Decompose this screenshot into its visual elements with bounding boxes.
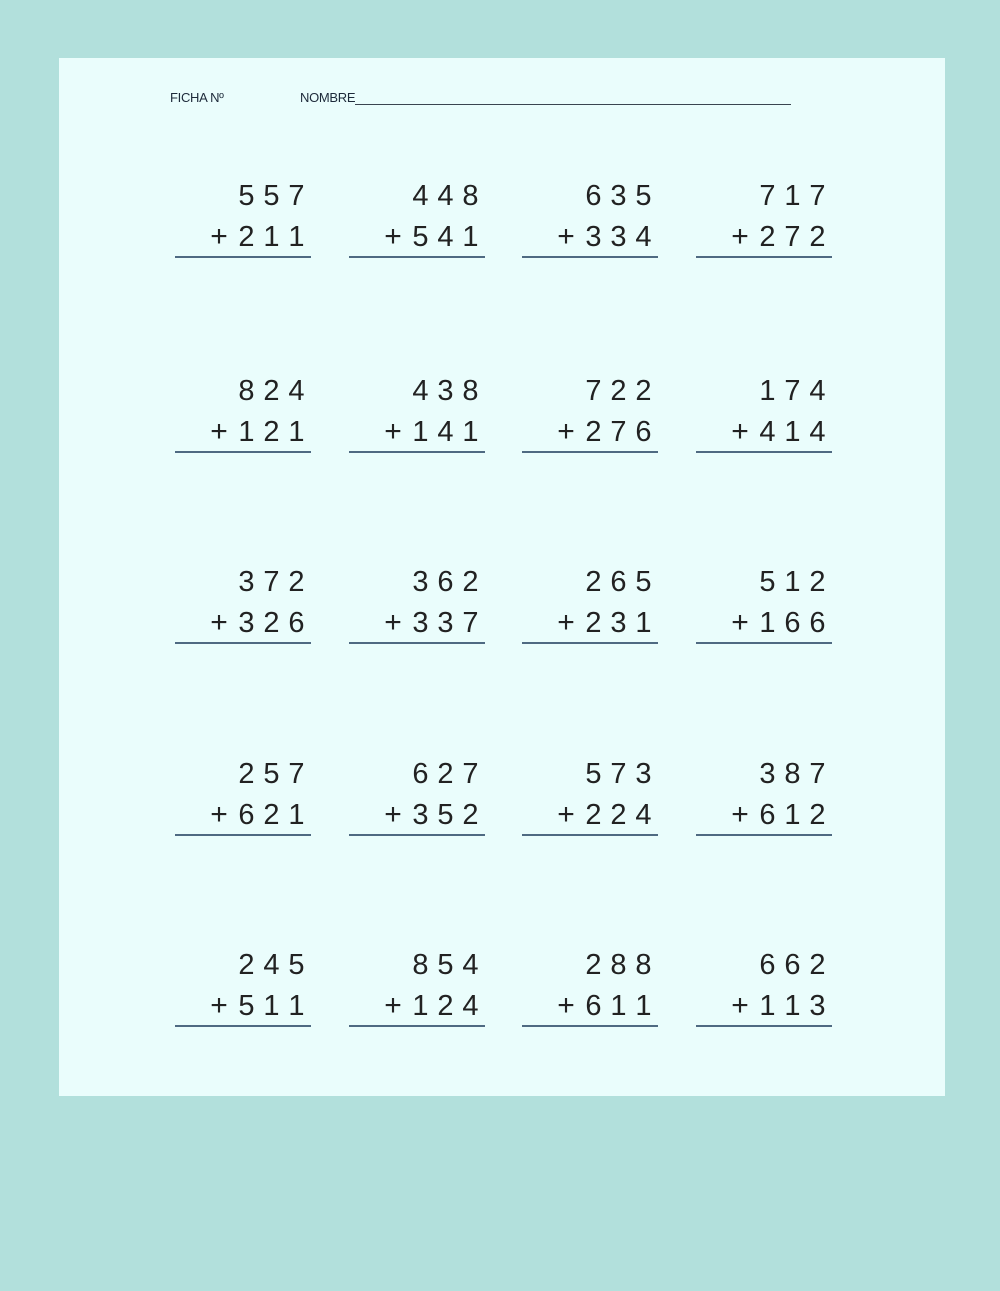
- worksheet-page: [59, 58, 945, 1096]
- sum-rule: [522, 256, 658, 258]
- digit: 4: [437, 415, 454, 448]
- addition-problem: [696, 758, 832, 838]
- digit: 7: [809, 758, 826, 790]
- plus-sign: +: [557, 220, 575, 253]
- digit: 5: [238, 180, 255, 212]
- addend-bottom: [378, 415, 483, 449]
- digit: 3: [412, 798, 429, 831]
- digit: 3: [412, 566, 429, 598]
- addend-bottom: [551, 989, 656, 1023]
- sum-rule: [175, 834, 311, 836]
- sum-rule: [696, 642, 832, 644]
- addend-top: [408, 949, 483, 982]
- digit: 5: [238, 989, 255, 1022]
- digit: 4: [809, 415, 826, 448]
- digit: 6: [759, 798, 776, 831]
- digit: 7: [809, 180, 826, 212]
- digit: 2: [263, 798, 280, 831]
- digit: 3: [437, 606, 454, 639]
- digit: 2: [238, 220, 255, 253]
- addition-problem: [175, 375, 311, 455]
- digit: 5: [263, 758, 280, 790]
- digit: 7: [784, 220, 801, 253]
- addend-top: [234, 949, 309, 982]
- digit: 3: [437, 375, 454, 407]
- addend-bottom: [551, 798, 656, 832]
- digit: 4: [462, 989, 479, 1022]
- digit: 3: [610, 220, 627, 253]
- addend-top: [408, 758, 483, 791]
- problems-grid: [59, 58, 945, 1096]
- digit: 1: [288, 989, 305, 1022]
- addend-bottom: [551, 606, 656, 640]
- digit: 4: [263, 949, 280, 981]
- digit: 1: [759, 606, 776, 639]
- digit: 1: [784, 566, 801, 598]
- digit: 8: [238, 375, 255, 407]
- addend-top: [581, 180, 656, 213]
- plus-sign: +: [731, 798, 749, 831]
- addition-problem: [349, 375, 485, 455]
- digit: 8: [610, 949, 627, 981]
- digit: 4: [412, 180, 429, 212]
- digit: 5: [759, 566, 776, 598]
- digit: 8: [784, 758, 801, 790]
- digit: 3: [238, 606, 255, 639]
- plus-sign: +: [384, 220, 402, 253]
- digit: 6: [759, 949, 776, 981]
- digit: 5: [437, 798, 454, 831]
- digit: 2: [585, 566, 602, 598]
- digit: 3: [585, 220, 602, 253]
- digit: 2: [462, 798, 479, 831]
- addend-top: [234, 566, 309, 599]
- addition-problem: [696, 566, 832, 646]
- addend-bottom: [551, 415, 656, 449]
- sum-rule: [522, 451, 658, 453]
- plus-sign: +: [210, 220, 228, 253]
- digit: 5: [412, 220, 429, 253]
- addition-problem: [522, 566, 658, 646]
- digit: 1: [462, 415, 479, 448]
- digit: 6: [784, 949, 801, 981]
- digit: 4: [809, 375, 826, 407]
- digit: 3: [610, 606, 627, 639]
- digit: 2: [585, 949, 602, 981]
- addend-top: [408, 566, 483, 599]
- digit: 6: [288, 606, 305, 639]
- addition-problem: [349, 758, 485, 838]
- digit: 2: [263, 375, 280, 407]
- addition-problem: [175, 949, 311, 1029]
- plus-sign: +: [384, 798, 402, 831]
- plus-sign: +: [731, 989, 749, 1022]
- addend-top: [234, 375, 309, 408]
- digit: 8: [462, 375, 479, 407]
- sum-rule: [696, 256, 832, 258]
- digit: 7: [288, 758, 305, 790]
- addition-problem: [175, 566, 311, 646]
- digit: 1: [610, 989, 627, 1022]
- plus-sign: +: [731, 415, 749, 448]
- digit: 7: [585, 375, 602, 407]
- digit: 5: [288, 949, 305, 981]
- digit: 6: [412, 758, 429, 790]
- sum-rule: [175, 642, 311, 644]
- plus-sign: +: [731, 220, 749, 253]
- sum-rule: [522, 642, 658, 644]
- digit: 1: [238, 415, 255, 448]
- digit: 2: [610, 798, 627, 831]
- digit: 3: [412, 606, 429, 639]
- digit: 1: [784, 180, 801, 212]
- addend-top: [755, 758, 830, 791]
- digit: 1: [784, 989, 801, 1022]
- sum-rule: [349, 451, 485, 453]
- digit: 3: [238, 566, 255, 598]
- addition-problem: [522, 949, 658, 1029]
- digit: 4: [462, 949, 479, 981]
- plus-sign: +: [557, 606, 575, 639]
- digit: 3: [610, 180, 627, 212]
- digit: 4: [437, 220, 454, 253]
- plus-sign: +: [384, 606, 402, 639]
- sum-rule: [522, 834, 658, 836]
- digit: 3: [635, 758, 652, 790]
- addend-bottom: [204, 220, 309, 254]
- digit: 4: [412, 375, 429, 407]
- digit: 5: [437, 949, 454, 981]
- addend-bottom: [204, 798, 309, 832]
- addition-problem: [522, 758, 658, 838]
- sum-rule: [522, 1025, 658, 1027]
- addition-problem: [696, 180, 832, 260]
- digit: 7: [288, 180, 305, 212]
- digit: 5: [263, 180, 280, 212]
- digit: 8: [412, 949, 429, 981]
- addend-top: [755, 375, 830, 408]
- digit: 6: [784, 606, 801, 639]
- digit: 8: [635, 949, 652, 981]
- addend-bottom: [204, 989, 309, 1023]
- addend-top: [755, 949, 830, 982]
- plus-sign: +: [557, 989, 575, 1022]
- digit: 6: [437, 566, 454, 598]
- digit: 6: [809, 606, 826, 639]
- digit: 1: [635, 989, 652, 1022]
- plus-sign: +: [384, 415, 402, 448]
- nombre-label: NOMBRE: [300, 90, 356, 105]
- digit: 7: [263, 566, 280, 598]
- digit: 1: [412, 415, 429, 448]
- addend-bottom: [378, 220, 483, 254]
- digit: 5: [585, 758, 602, 790]
- digit: 4: [635, 798, 652, 831]
- addition-problem: [175, 758, 311, 838]
- sum-rule: [696, 834, 832, 836]
- digit: 6: [635, 415, 652, 448]
- digit: 7: [759, 180, 776, 212]
- addend-bottom: [378, 989, 483, 1023]
- addition-problem: [522, 375, 658, 455]
- digit: 1: [288, 798, 305, 831]
- addition-problem: [522, 180, 658, 260]
- sum-rule: [175, 451, 311, 453]
- digit: 1: [412, 989, 429, 1022]
- digit: 2: [585, 606, 602, 639]
- digit: 2: [437, 758, 454, 790]
- digit: 7: [610, 415, 627, 448]
- digit: 2: [238, 949, 255, 981]
- ficha-label: FICHA Nº: [170, 90, 224, 105]
- digit: 2: [635, 375, 652, 407]
- plus-sign: +: [557, 798, 575, 831]
- addend-bottom: [725, 220, 830, 254]
- addend-top: [234, 180, 309, 213]
- addition-problem: [696, 949, 832, 1029]
- digit: 1: [263, 220, 280, 253]
- digit: 5: [635, 566, 652, 598]
- digit: 1: [784, 415, 801, 448]
- digit: 1: [759, 375, 776, 407]
- digit: 5: [635, 180, 652, 212]
- digit: 2: [809, 566, 826, 598]
- addend-bottom: [725, 415, 830, 449]
- digit: 7: [462, 758, 479, 790]
- digit: 8: [462, 180, 479, 212]
- digit: 1: [635, 606, 652, 639]
- addend-bottom: [378, 798, 483, 832]
- plus-sign: +: [210, 989, 228, 1022]
- digit: 6: [610, 566, 627, 598]
- digit: 4: [288, 375, 305, 407]
- digit: 2: [288, 566, 305, 598]
- digit: 4: [759, 415, 776, 448]
- addend-bottom: [204, 415, 309, 449]
- digit: 2: [238, 758, 255, 790]
- sum-rule: [696, 1025, 832, 1027]
- addend-top: [755, 566, 830, 599]
- digit: 7: [462, 606, 479, 639]
- digit: 2: [610, 375, 627, 407]
- digit: 2: [809, 798, 826, 831]
- addend-top: [234, 758, 309, 791]
- digit: 3: [809, 989, 826, 1022]
- digit: 1: [288, 220, 305, 253]
- addend-top: [755, 180, 830, 213]
- sum-rule: [696, 451, 832, 453]
- sum-rule: [349, 834, 485, 836]
- digit: 2: [263, 415, 280, 448]
- plus-sign: +: [557, 415, 575, 448]
- digit: 1: [288, 415, 305, 448]
- addend-bottom: [725, 989, 830, 1023]
- addend-bottom: [551, 220, 656, 254]
- digit: 6: [585, 989, 602, 1022]
- digit: 4: [437, 180, 454, 212]
- sum-rule: [349, 256, 485, 258]
- digit: 2: [462, 566, 479, 598]
- digit: 1: [784, 798, 801, 831]
- digit: 2: [809, 949, 826, 981]
- digit: 4: [635, 220, 652, 253]
- digit: 1: [462, 220, 479, 253]
- digit: 2: [437, 989, 454, 1022]
- digit: 2: [585, 415, 602, 448]
- addition-problem: [349, 566, 485, 646]
- addend-top: [581, 566, 656, 599]
- digit: 6: [585, 180, 602, 212]
- addend-top: [408, 375, 483, 408]
- sum-rule: [349, 642, 485, 644]
- digit: 2: [759, 220, 776, 253]
- addition-problem: [175, 180, 311, 260]
- addend-bottom: [378, 606, 483, 640]
- addend-top: [581, 375, 656, 408]
- digit: 1: [759, 989, 776, 1022]
- digit: 2: [585, 798, 602, 831]
- digit: 3: [759, 758, 776, 790]
- digit: 2: [263, 606, 280, 639]
- sum-rule: [175, 1025, 311, 1027]
- addend-bottom: [204, 606, 309, 640]
- plus-sign: +: [210, 606, 228, 639]
- digit: 2: [809, 220, 826, 253]
- digit: 1: [263, 989, 280, 1022]
- addition-problem: [349, 949, 485, 1029]
- addend-top: [581, 758, 656, 791]
- addend-bottom: [725, 798, 830, 832]
- addition-problem: [349, 180, 485, 260]
- digit: 7: [610, 758, 627, 790]
- addend-top: [408, 180, 483, 213]
- sum-rule: [349, 1025, 485, 1027]
- plus-sign: +: [731, 606, 749, 639]
- sum-rule: [175, 256, 311, 258]
- plus-sign: +: [384, 989, 402, 1022]
- addend-bottom: [725, 606, 830, 640]
- addition-problem: [696, 375, 832, 455]
- digit: 6: [238, 798, 255, 831]
- plus-sign: +: [210, 798, 228, 831]
- digit: 7: [784, 375, 801, 407]
- addend-top: [581, 949, 656, 982]
- plus-sign: +: [210, 415, 228, 448]
